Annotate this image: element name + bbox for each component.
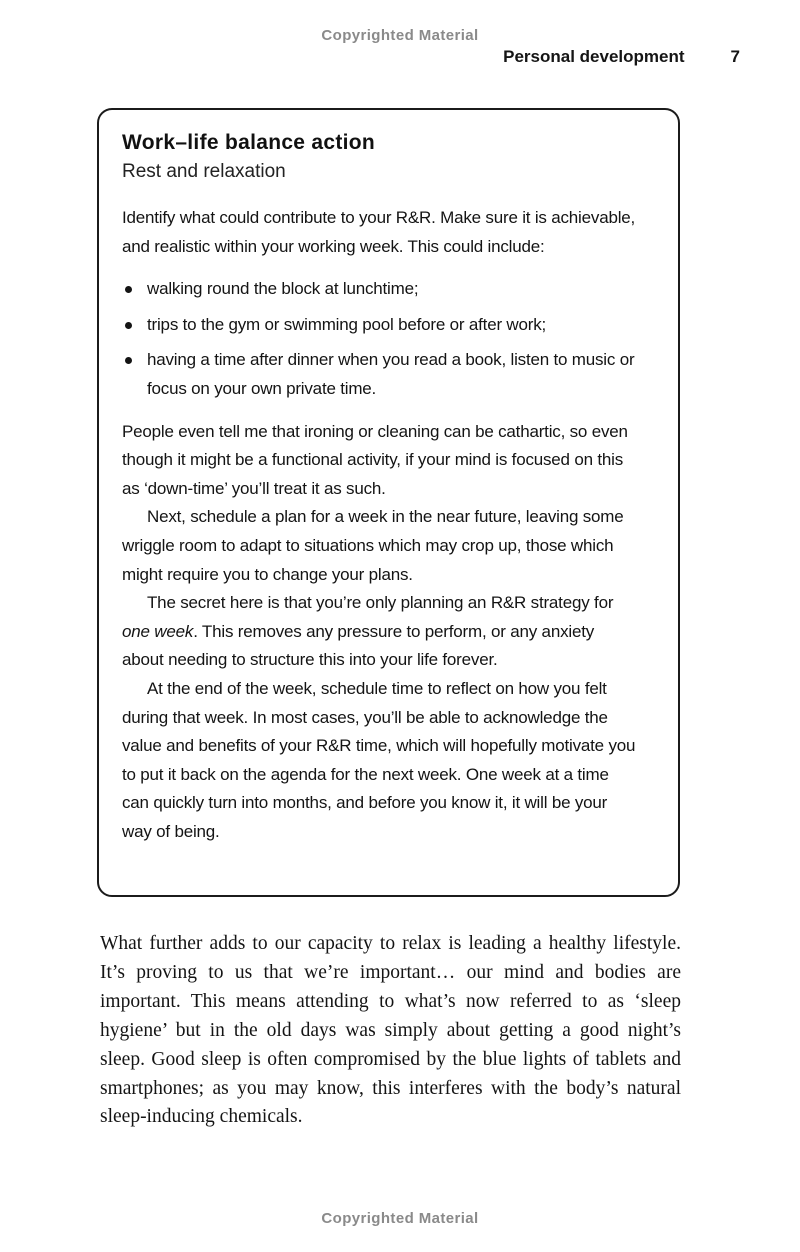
action-box-subtitle: Rest and relaxation [122,161,286,182]
page-number: 7 [730,47,740,66]
work-life-balance-action-box [97,108,680,897]
bullet-item: walking round the block at lunchtime; [122,275,640,304]
box-paragraph-cathartic: People even tell me that ironing or cleaning can be cathartic, so even though it might be a functional activity, if your mind is focused on this as ‘down-time’ you’ll treat it as such. [122,421,628,498]
copyright-notice-top: Copyrighted Material [321,27,479,44]
running-head-title: Personal development [503,47,685,66]
main-body-paragraph: What further adds to our capacity to relax is leading a healthy lifestyle. It’s proving to us that we’re important… our mind and bodies are important. This means attending to what’s now referred to as ‘sleep hygiene’ but in the old days was simply about getting a good night’s sleep. Good sleep is often compromised by the blue lights of tablets and smartphones; as you may know, this interferes with the body’s natural sleep-inducing chemicals. [100,933,681,1128]
box-paragraph-secret-after: . This removes any pressure to perform, or any anxiety about needing to structure this into your life forever. [122,621,595,670]
box-paragraph-secret [122,589,640,675]
box-paragraph-reflect: At the end of the week, schedule time to reflect on how you felt during that week. In most cases, you’ll be able to acknowledge the value and benefits of your R&R time, which will hopefully motivate you to put it back on the agenda for the next week. One week at a time can quickly turn into months, and before you know it, it will be your way of being. [122,678,636,841]
box-paragraph-secret-before: The secret here is that you’re only planning an R&R strategy for [147,593,614,613]
bullet-item: trips to the gym or swimming pool before or after work; [122,311,640,340]
page-header [503,47,740,67]
box-paragraph-schedule: Next, schedule a plan for a week in the near future, leaving some wriggle room to adapt to situations which may crop up, those which might require you to change your plans. [122,507,624,584]
action-box-title: Work–life balance action [122,131,376,154]
copyright-notice-bottom: Copyrighted Material [321,1210,479,1227]
box-paragraph-secret-italic: one week [122,621,194,641]
action-box-body [122,418,640,847]
bullet-item: having a time after dinner when you read a book, listen to music or focus on your own private time. [122,346,640,403]
action-bullet-list [122,275,640,403]
action-box-intro: Identify what could contribute to your R&R. Make sure it is achievable, and realistic within your working week. This could include: [122,208,636,256]
